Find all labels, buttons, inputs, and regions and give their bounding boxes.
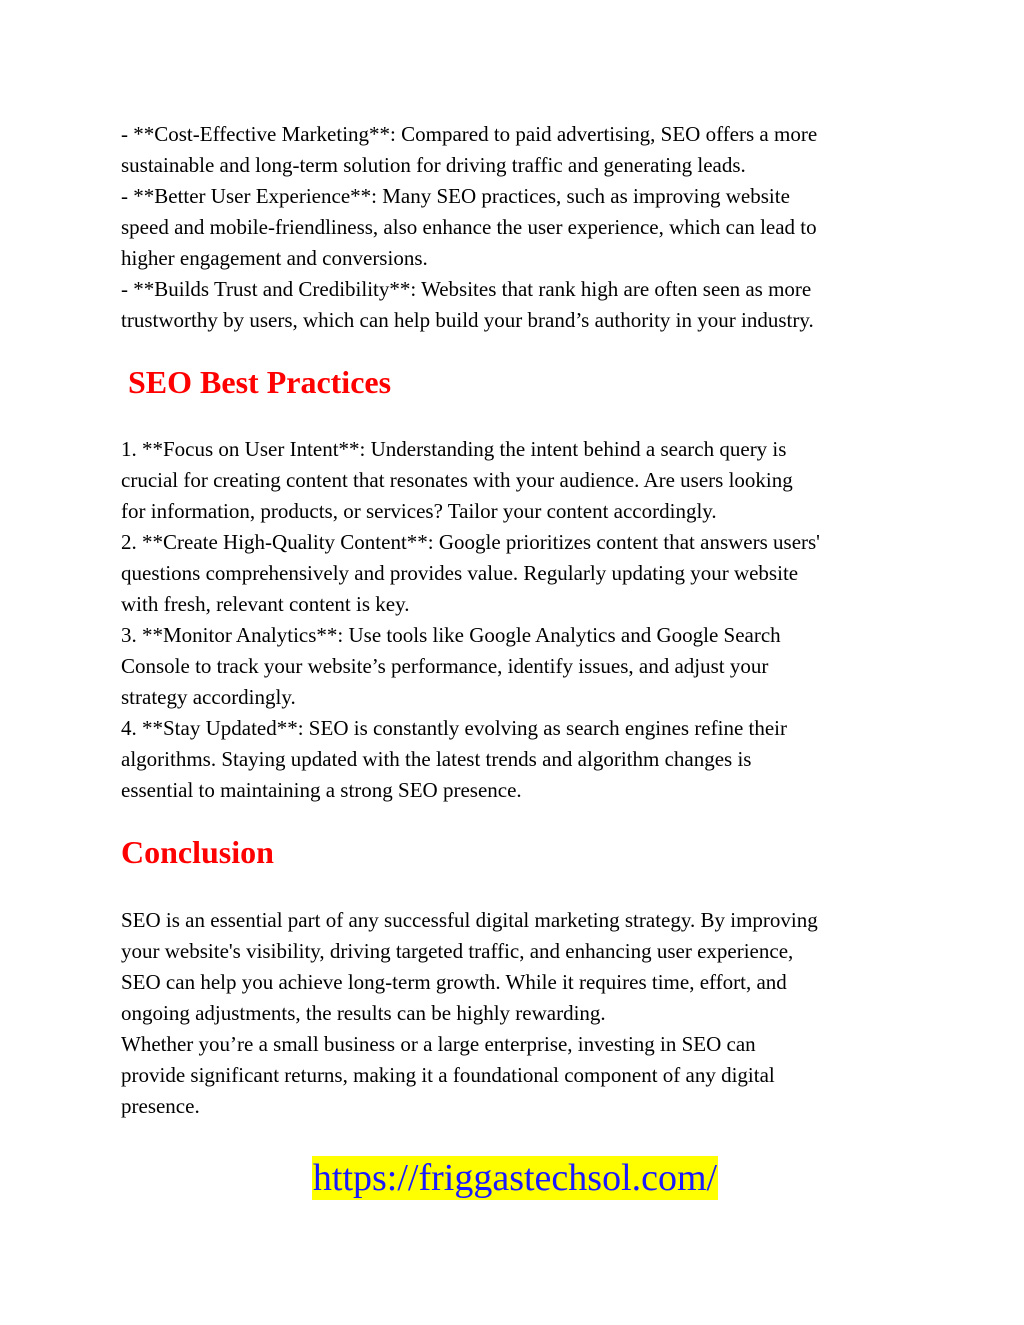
document-page — [121, 119, 911, 1200]
text-line: your website's visibility, driving targeted traffic, and enhancing user experience, — [121, 939, 794, 963]
text-line: - **Better User Experience**: Many SEO practices, such as improving website — [121, 184, 790, 208]
text-line: presence. — [121, 1094, 200, 1118]
text-line: SEO can help you achieve long-term growth. While it requires time, effort, and — [121, 970, 787, 994]
text-line: with fresh, relevant content is key. — [121, 592, 410, 616]
text-line: for information, products, or services? Tailor your content accordingly. — [121, 499, 717, 523]
text-line: questions comprehensively and provides value. Regularly updating your website — [121, 561, 799, 585]
section-heading-conclusion: Conclusion — [121, 834, 274, 870]
website-link[interactable]: https://friggastechsol.com/ — [312, 1157, 718, 1199]
conclusion-paragraph — [121, 905, 911, 1122]
text-line: SEO is an essential part of any successful digital marketing strategy. By improving — [121, 908, 818, 932]
section-heading-best-practices: SEO Best Practices — [128, 364, 392, 400]
text-line: crucial for creating content that resonates with your audience. Are users looking — [121, 468, 793, 492]
text-line: trustworthy by users, which can help build your brand’s authority in your industry. — [121, 308, 814, 332]
benefits-paragraph — [121, 119, 911, 336]
text-line: sustainable and long-term solution for driving traffic and generating leads. — [121, 153, 746, 177]
text-line: - **Cost-Effective Marketing**: Compared to paid advertising, SEO offers a more — [121, 122, 818, 146]
text-line: 1. **Focus on User Intent**: Understanding the intent behind a search query is — [121, 437, 787, 461]
text-line: Whether you’re a small business or a large enterprise, investing in SEO can — [121, 1032, 756, 1056]
text-line: Console to track your website’s performance, identify issues, and adjust your — [121, 654, 769, 678]
text-line: 3. **Monitor Analytics**: Use tools like Google Analytics and Google Search — [121, 623, 781, 647]
footer-link-container — [121, 1156, 911, 1200]
text-line: higher engagement and conversions. — [121, 246, 428, 270]
text-line: ongoing adjustments, the results can be highly rewarding. — [121, 1001, 606, 1025]
text-line: algorithms. Staying updated with the latest trends and algorithm changes is — [121, 747, 752, 771]
text-line: essential to maintaining a strong SEO presence. — [121, 778, 522, 802]
text-line: speed and mobile-friendliness, also enhance the user experience, which can lead to — [121, 215, 817, 239]
best-practices-paragraph — [121, 434, 911, 806]
text-line: 4. **Stay Updated**: SEO is constantly evolving as search engines refine their — [121, 716, 788, 740]
text-line: 2. **Create High-Quality Content**: Google prioritizes content that answers users' — [121, 530, 820, 554]
text-line: provide significant returns, making it a foundational component of any digital — [121, 1063, 775, 1087]
text-line: strategy accordingly. — [121, 685, 296, 709]
text-line: - **Builds Trust and Credibility**: Websites that rank high are often seen as more — [121, 277, 812, 301]
